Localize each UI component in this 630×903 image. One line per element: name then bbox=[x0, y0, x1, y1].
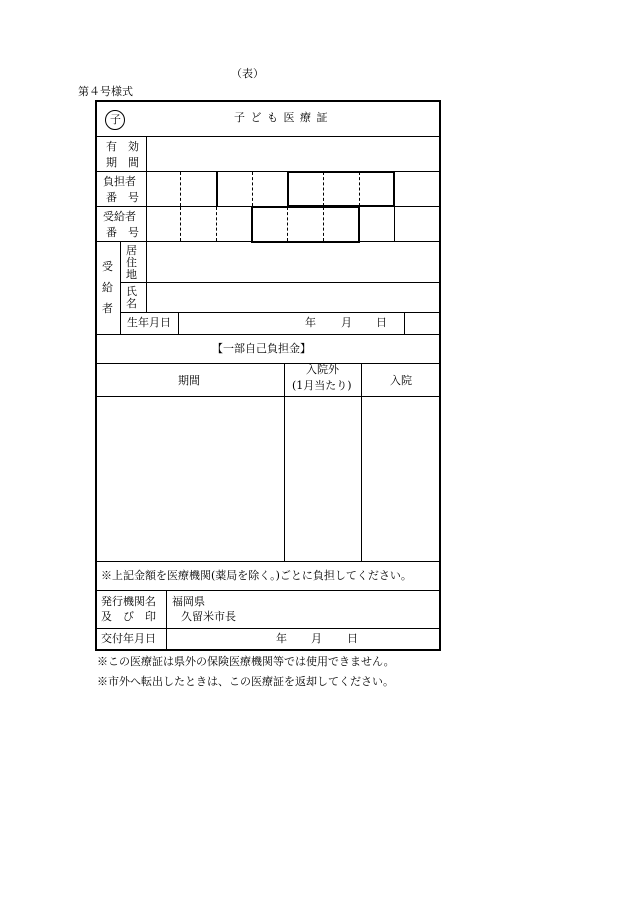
issue-year: 年 bbox=[276, 632, 287, 645]
birth-day: 日 bbox=[376, 316, 387, 329]
rule-note bbox=[96, 590, 440, 591]
issuer-divider bbox=[166, 590, 167, 650]
rule-copay-header bbox=[96, 396, 440, 397]
valid-period-label: 有 効 bbox=[106, 140, 139, 153]
label-divider-top bbox=[146, 137, 147, 241]
issue-month: 月 bbox=[311, 632, 322, 645]
payer-digit-sep bbox=[252, 172, 253, 206]
rule-residence bbox=[120, 282, 440, 283]
rule-copay-body bbox=[96, 561, 440, 562]
copay-title: 【一部自己負担金】 bbox=[212, 342, 311, 355]
recipient-digit-sep bbox=[287, 207, 288, 241]
col-inpatient: 入院 bbox=[390, 374, 412, 387]
payer-digit-sep bbox=[323, 172, 324, 206]
recipient-number-box[interactable] bbox=[251, 206, 360, 243]
rule-birthdate bbox=[96, 334, 440, 335]
recipient-digit-sep bbox=[180, 207, 181, 241]
col-period: 期間 bbox=[178, 374, 200, 387]
side-label: （表） bbox=[231, 67, 264, 80]
birth-month: 月 bbox=[341, 316, 352, 329]
name-label: 氏 bbox=[126, 285, 137, 298]
recipient-vertical-label: 受 bbox=[102, 260, 113, 273]
payer-digit-sep bbox=[180, 172, 181, 206]
rule-copay-title bbox=[96, 363, 440, 364]
form-number: 第４号様式 bbox=[78, 85, 133, 98]
recipient-digit-sep bbox=[216, 207, 217, 241]
rule-title bbox=[96, 136, 440, 137]
issuer-label: 発行機関名 bbox=[101, 595, 156, 608]
payer-number-label: 負担者 bbox=[103, 175, 136, 188]
footer-note-2: ※市外へ転出したときは、この医療証を返却してください。 bbox=[97, 675, 394, 688]
footer-note-1: ※この医療証は県外の保険医療機関等では使用できません。 bbox=[97, 655, 395, 668]
issue-day: 日 bbox=[347, 632, 358, 645]
rule-issuer bbox=[96, 628, 440, 629]
payer-digit-sep bbox=[216, 172, 218, 206]
birth-divider-right bbox=[404, 312, 405, 334]
birthdate-label: 生年月日 bbox=[127, 316, 171, 329]
recipient-divider bbox=[120, 241, 121, 334]
payer-number-box[interactable] bbox=[287, 171, 395, 207]
card-title: 子 ど も 医 療 証 bbox=[234, 111, 329, 124]
rule-name bbox=[120, 312, 440, 313]
copay-col-divider-1 bbox=[284, 363, 285, 561]
recipient-digit-sep bbox=[394, 207, 395, 241]
birth-year: 年 bbox=[305, 316, 316, 329]
payment-note: ※上記金額を医療機関(薬局を除く。)ごとに負担してください。 bbox=[101, 569, 412, 582]
birth-divider-left bbox=[178, 312, 179, 334]
copay-col-divider-2 bbox=[361, 363, 362, 561]
address-divider bbox=[146, 241, 147, 312]
col-outpatient: 入院外 bbox=[306, 363, 339, 376]
recipient-number-label: 受給者 bbox=[103, 210, 136, 223]
recipient-digit-sep bbox=[323, 207, 324, 241]
residence-label: 居 bbox=[126, 244, 137, 257]
payer-digit-sep bbox=[359, 172, 360, 206]
issuer-name: 福岡県 bbox=[172, 595, 205, 608]
circle-char: 子 bbox=[110, 113, 121, 126]
issue-date-label: 交付年月日 bbox=[101, 632, 156, 645]
